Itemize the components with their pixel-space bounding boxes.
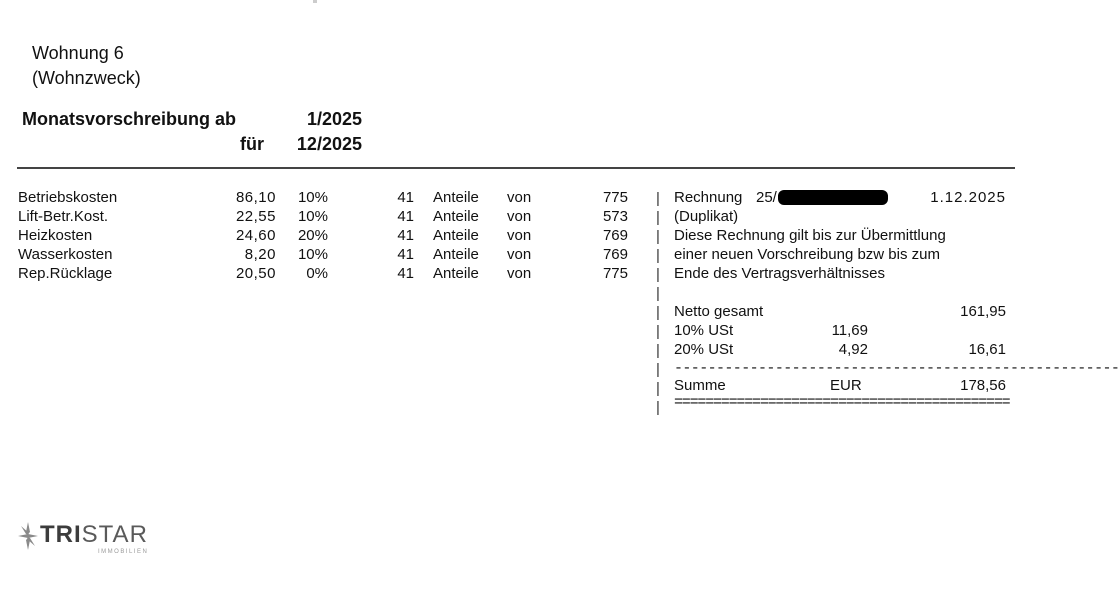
item-shares: 41 [397, 227, 414, 244]
vat20-label: 20% USt [674, 341, 734, 358]
item-of: von [507, 189, 532, 206]
item-total: 573 [602, 208, 628, 225]
item-total: 769 [602, 227, 628, 244]
header-divider [17, 167, 1015, 169]
heading-label-from: Monatsvorschreibung ab [22, 109, 237, 129]
heading-from-period: 1/2025 [306, 109, 362, 129]
item-shares: 41 [397, 208, 414, 225]
heading-label-for: für [240, 134, 264, 154]
item-of: von [507, 246, 532, 263]
item-unit: Anteile [433, 265, 479, 282]
item-shares: 41 [397, 189, 414, 206]
item-amount: 86,10 [235, 189, 276, 206]
redaction-mark [778, 190, 888, 205]
item-name: Lift-Betr.Kost. [18, 208, 109, 225]
item-of: von [507, 227, 532, 244]
item-amount: 20,50 [235, 265, 276, 282]
star-burst-icon [16, 520, 40, 557]
table-row [0, 265, 660, 284]
invoice-label: Rechnung [674, 189, 743, 206]
table-row [0, 208, 660, 227]
scan-speck [313, 0, 317, 3]
sum-value: 178,56 [960, 377, 1006, 394]
table-row [0, 246, 660, 265]
unit-name: Wohnung 6 [32, 43, 124, 63]
sum-currency: EUR [830, 377, 862, 394]
net-value: 161,95 [960, 303, 1006, 320]
item-name: Betriebskosten [18, 189, 118, 206]
item-amount: 24,60 [235, 227, 276, 244]
vat20-value: 4,92 [838, 341, 868, 358]
column-separator: | | | | | | | | | | | | [656, 190, 660, 416]
item-amount: 8,20 [244, 246, 276, 263]
item-unit: Anteile [433, 227, 479, 244]
item-unit: Anteile [433, 246, 479, 263]
brand-bold: TRI [40, 521, 82, 548]
item-shares: 41 [397, 265, 414, 282]
item-vat: 0% [306, 265, 328, 282]
table-row [0, 227, 660, 246]
unit-purpose: (Wohnzweck) [32, 68, 141, 88]
table-row [0, 189, 660, 208]
item-vat: 10% [297, 246, 328, 263]
brand-logo [40, 521, 148, 549]
brand-subtitle: IMMOBILIEN [98, 549, 149, 555]
item-name: Heizkosten [18, 227, 93, 244]
item-unit: Anteile [433, 208, 479, 225]
item-amount: 22,55 [235, 208, 276, 225]
item-total: 775 [602, 189, 628, 206]
item-shares: 41 [397, 246, 414, 263]
invoice-duplicate: (Duplikat) [674, 208, 739, 225]
heading-for-period: 12/2025 [296, 134, 362, 154]
invoice-note-line3: Ende des Vertragsverhältnisses [674, 265, 885, 282]
invoice-note-line1: Diese Rechnung gilt bis zur Übermittlung [674, 227, 946, 244]
vat-total: 16,61 [968, 341, 1006, 358]
item-unit: Anteile [433, 189, 479, 206]
net-label: Netto gesamt [674, 303, 764, 320]
invoice-note-line2: einer neuen Vorschreibung bzw bis zum [674, 246, 940, 263]
item-vat: 10% [297, 208, 328, 225]
invoice-number-prefix: 25/ [756, 189, 777, 206]
item-of: von [507, 208, 532, 225]
dash-divider: ----------------------------------------------------- [674, 360, 1119, 377]
item-name: Rep.Rücklage [18, 265, 113, 282]
item-vat: 10% [297, 189, 328, 206]
sum-label: Summe [674, 377, 726, 394]
brand-light: STAR [81, 521, 148, 548]
item-of: von [507, 265, 532, 282]
item-vat: 20% [297, 227, 328, 244]
double-divider: =========================================== [674, 394, 1010, 411]
vat10-value: 11,69 [831, 322, 868, 339]
item-total: 769 [602, 246, 628, 263]
item-total: 775 [602, 265, 628, 282]
invoice-date: 1.12.2025 [930, 189, 1006, 206]
vat10-label: 10% USt [674, 322, 734, 339]
item-name: Wasserkosten [18, 246, 113, 263]
